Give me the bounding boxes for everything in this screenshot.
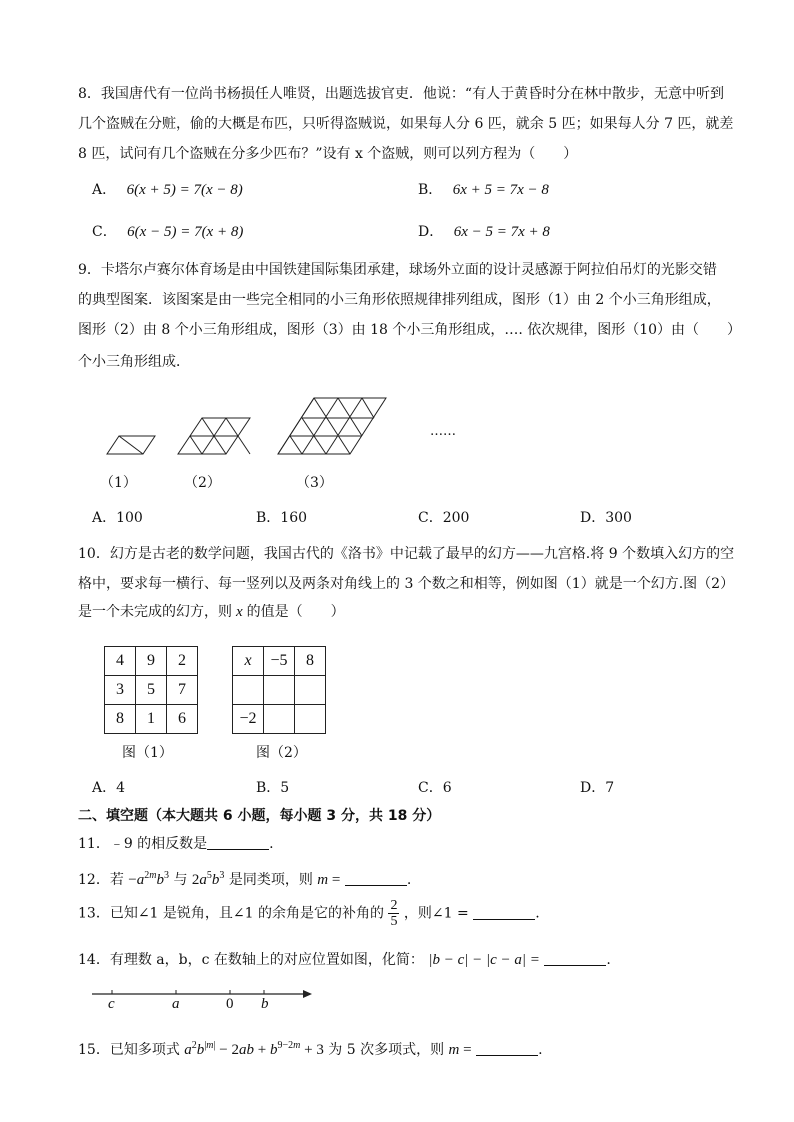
magic-square-2 [232, 646, 326, 734]
q13-denominator: 5 [390, 914, 398, 929]
q10-line3-post: 的值是（ ） [246, 604, 345, 620]
q11-answer-blank[interactable] [207, 835, 269, 850]
number-line-arrow-icon [303, 990, 312, 998]
q9-line3: 图形（2）由 8 个小三角形组成，图形（3）由 18 个小三角形组成，…. 依次规律，图形（10）由（ ） [78, 322, 742, 338]
q8-option-d-label: D． [418, 224, 444, 240]
axis-label-a: a [172, 996, 180, 1012]
q10-line2: 格中，要求每一横行、每一竖列以及两条对角线上的 3 个数之和相等，例如图（1）就是一个幻方.图（2） [78, 576, 735, 592]
number-line [90, 984, 320, 1014]
q8-line1: 8．我国唐代有一位尚书杨损任人唯贤，出题选拔官吏．他说：“有人于黄昏时分在林中散步，无意中听到 [78, 86, 725, 102]
q12 [78, 866, 411, 890]
q8-option-c [92, 222, 243, 242]
q8-option-c-expr: 6(x − 5) = 7(x + 8) [127, 224, 244, 240]
q15-variable-m: m [448, 1042, 460, 1058]
q8-option-d [418, 222, 550, 242]
q15-eq: = [459, 1042, 472, 1058]
cell: 2 [167, 647, 198, 676]
q11 [78, 834, 274, 854]
q10-variable-x: x [236, 604, 243, 620]
cell: 5 [136, 676, 167, 705]
q13 [78, 898, 540, 929]
q8-line3: 8 匹，试问有几个盗贼在分多少匹布？”设有 x 个盗贼，则可以列方程为（ ） [78, 146, 578, 162]
q15-answer-blank[interactable] [476, 1041, 538, 1056]
q12-variable-m: m [317, 872, 329, 888]
cell: 8 [295, 647, 326, 676]
q13-end: . [535, 905, 540, 922]
q11-text: 11．﹣9 的相反数是 [78, 836, 208, 852]
q13-numerator: 2 [390, 898, 398, 913]
q13-answer-blank[interactable] [473, 905, 535, 920]
q14 [78, 950, 611, 970]
q9-option-d: D．300 [580, 510, 632, 526]
pattern-figure-2 [178, 418, 250, 454]
q8-option-a [92, 180, 243, 200]
q13-pre: 13．已知∠1 是锐角，且∠1 的余角是它的补角的 [78, 905, 384, 922]
q12-end: . [406, 872, 412, 888]
cell: −2 [233, 705, 264, 734]
q12-pre: 12．若 [78, 872, 124, 888]
q8-option-a-label: A． [92, 182, 117, 198]
q15-end: . [538, 1042, 543, 1058]
q12-eq: = [328, 872, 341, 888]
q8-option-b-expr: 6x + 5 = 7x − 8 [452, 182, 549, 198]
q15 [78, 1036, 543, 1060]
q14-answer-blank[interactable] [544, 951, 606, 966]
cell [233, 676, 264, 705]
q10-option-d: D．7 [580, 780, 615, 796]
magic-square-1 [104, 646, 198, 734]
cell: 1 [136, 705, 167, 734]
pattern-figure-3 [278, 398, 386, 454]
cell: 3 [105, 676, 136, 705]
q14-expression: |b − c| − |c − a| = [428, 952, 540, 968]
q9-line1: 9．卡塔尔卢赛尔体育场是由中国铁建国际集团承建，球场外立面的设计灵感源于阿拉伯吊灯的光影交错 [78, 262, 717, 278]
q12-term-2: $2a^5b^3$ [191, 870, 225, 888]
cell [295, 705, 326, 734]
q10-line3 [78, 602, 345, 622]
cell: 8 [105, 705, 136, 734]
axis-label-zero: 0 [226, 996, 234, 1012]
q12-term-1: $-a^{2m}b^3$ [128, 870, 169, 888]
q8-option-b [418, 180, 549, 200]
q12-post: 是同类项，则 [228, 872, 313, 888]
cell: 9 [136, 647, 167, 676]
cell: 4 [105, 647, 136, 676]
q8-line2: 几个盗贼在分赃，偷的大概是布匹，只听得盗贼说，如果每人分 6 匹，就余 5 匹；如果每人分 7 匹，就差 [78, 116, 734, 132]
triangle-pattern-figures [100, 390, 480, 460]
cell [264, 705, 295, 734]
cell [264, 676, 295, 705]
q14-end: . [606, 952, 611, 968]
q15-polynomial: $a^2b^{|m|} - 2ab + b^{9-2m} + 3$ [184, 1040, 324, 1058]
cell: x [233, 647, 264, 676]
q13-post: ，则∠1 = [403, 905, 469, 922]
q14-pre: 14．有理数 a，b，c 在数轴上的对应位置如图，化简： [78, 952, 424, 968]
q9-option-b: B．160 [256, 510, 308, 526]
q15-post: 为 5 次多项式，则 [328, 1042, 445, 1058]
q10-option-c: C．6 [418, 780, 452, 796]
cell: 7 [167, 676, 198, 705]
q8-option-c-label: C． [92, 224, 117, 240]
q10-line3-pre: 是一个未完成的幻方，则 [78, 604, 232, 620]
q9-option-c: C．200 [418, 510, 470, 526]
q10-line1: 10．幻方是古老的数学问题，我国古代的《洛书》中记载了最早的幻方——九宫格.将 9 个数填入幻方的空 [78, 546, 735, 562]
q12-answer-blank[interactable] [345, 871, 407, 886]
cell [295, 676, 326, 705]
q8-option-a-expr: 6(x + 5) = 7(x − 8) [126, 182, 243, 198]
q9-line4: 个小三角形组成． [78, 354, 190, 370]
q13-fraction [388, 898, 399, 929]
pattern-figure-1-label: （1） [100, 475, 137, 491]
magic-square-1-caption: 图（1） [122, 745, 173, 761]
q8-option-d-expr: 6x − 5 = 7x + 8 [453, 224, 550, 240]
pattern-ellipsis: …… [430, 424, 456, 439]
axis-label-b: b [261, 996, 269, 1012]
q10-option-a: A．4 [92, 780, 126, 796]
q12-mid: 与 [173, 872, 188, 888]
q10-option-b: B．5 [256, 780, 290, 796]
cell: 6 [167, 705, 198, 734]
q9-line2: 的典型图案．该图案是由一些完全相同的小三角形依照规律排列组成，图形（1）由 2 个小三角形组成， [78, 292, 721, 308]
axis-label-c: c [108, 996, 115, 1012]
q9-option-a: A．100 [92, 510, 143, 526]
pattern-figure-2-label: （2） [184, 475, 221, 491]
q15-pre: 15．已知多项式 [78, 1042, 180, 1058]
pattern-figure-3-label: （3） [296, 475, 333, 491]
q8-option-b-label: B． [418, 182, 443, 198]
cell: −5 [264, 647, 295, 676]
magic-square-2-caption: 图（2） [256, 745, 307, 761]
pattern-figure-1 [107, 436, 155, 454]
q11-end: . [269, 836, 274, 852]
section-fill-in-title: 二、填空题（本大题共 6 小题，每小题 3 分，共 18 分） [78, 808, 441, 824]
